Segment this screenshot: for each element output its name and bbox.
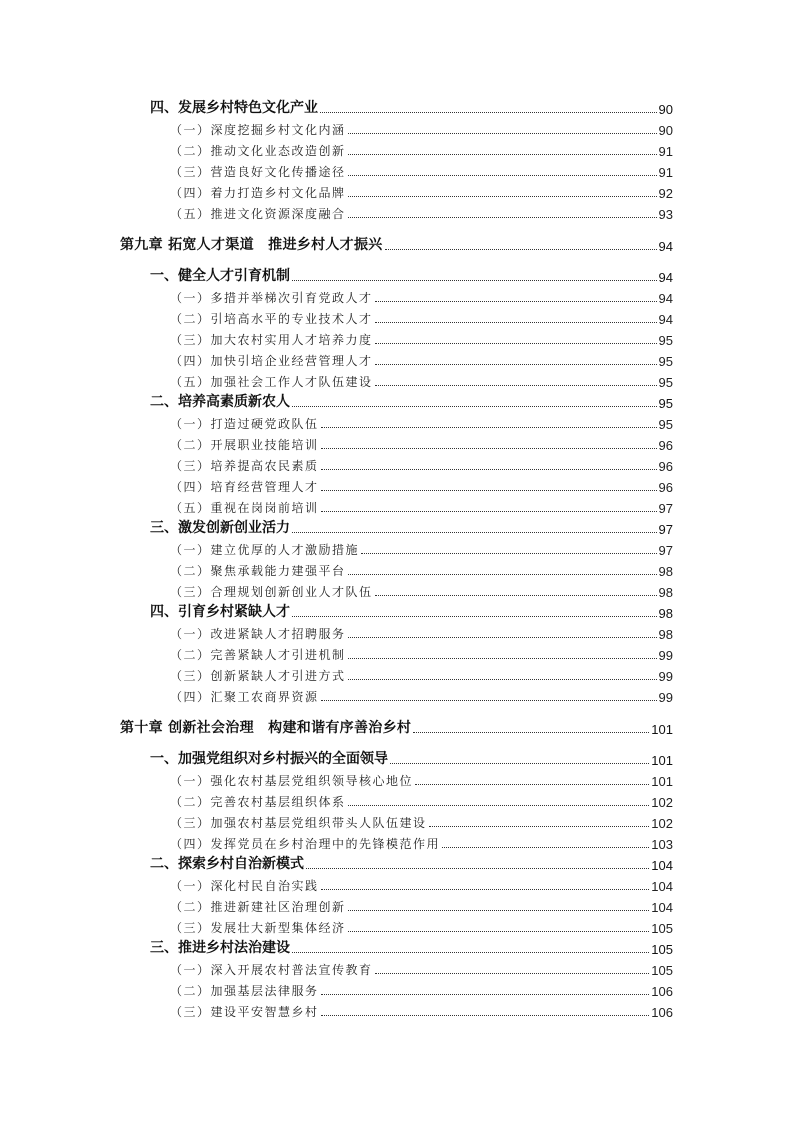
toc-subsection-entry[interactable] — [0, 159, 673, 180]
toc-subsection-entry[interactable] — [0, 411, 673, 432]
toc-subsection-entry[interactable] — [0, 453, 673, 474]
toc-entry-title: （三）加大农村实用人才培养力度 — [170, 333, 373, 347]
toc-chapter-entry[interactable] — [0, 715, 673, 737]
toc-subsection-entry[interactable] — [0, 789, 673, 810]
toc-entry-title: 三、激发创新创业活力 — [150, 520, 290, 536]
toc-entry-title: （一）深入开展农村普法宣传教育 — [170, 963, 373, 977]
toc-section-entry[interactable] — [0, 747, 673, 768]
toc-page-number: 96 — [658, 438, 673, 453]
toc-page-number: 95 — [658, 417, 673, 432]
toc-entry-title: 三、推进乡村法治建设 — [150, 940, 290, 956]
toc-page-number: 101 — [651, 774, 673, 789]
toc-dot-leader — [375, 342, 657, 344]
toc-entry-title: （三）创新紧缺人才引进方式 — [170, 669, 346, 683]
toc-dot-leader — [306, 867, 649, 869]
toc-dot-leader — [348, 216, 657, 218]
toc-entry-title: （三）合理规划创新创业人才队伍 — [170, 585, 373, 599]
toc-page-number: 98 — [658, 585, 673, 600]
toc-subsection-entry[interactable] — [0, 327, 673, 348]
toc-dot-leader — [321, 426, 657, 428]
toc-entry-title: （二）完善农村基层组织体系 — [170, 795, 346, 809]
toc-dot-leader — [442, 846, 649, 848]
toc-page-number: 93 — [658, 207, 673, 222]
toc-page-number: 94 — [658, 239, 673, 254]
toc-subsection-entry[interactable] — [0, 138, 673, 159]
toc-entry-title: （三）加强农村基层党组织带头人队伍建设 — [170, 816, 427, 830]
toc-entry-title: 一、加强党组织对乡村振兴的全面领导 — [150, 751, 388, 767]
toc-page-number: 94 — [658, 270, 673, 285]
toc-subsection-entry[interactable] — [0, 579, 673, 600]
toc-section-entry[interactable] — [0, 936, 673, 957]
toc-page-number: 101 — [651, 722, 673, 737]
toc-dot-leader — [413, 731, 649, 733]
toc-page-number: 91 — [658, 144, 673, 159]
toc-page-number: 97 — [658, 501, 673, 516]
toc-entry-title: （五）推进文化资源深度融合 — [170, 207, 346, 221]
toc-entry-title: （三）建设平安智慧乡村 — [170, 1005, 319, 1019]
toc-entry-title: （一）打造过硬党政队伍 — [170, 417, 319, 431]
toc-entry-title: （四）培育经营管理人才 — [170, 480, 319, 494]
toc-subsection-entry[interactable] — [0, 768, 673, 789]
toc-dot-leader — [385, 248, 657, 250]
toc-entry-title: 二、探索乡村自治新模式 — [150, 856, 304, 872]
toc-dot-leader — [375, 594, 657, 596]
toc-dot-leader — [348, 804, 650, 806]
toc-entry-title: （一）多措并举梯次引育党政人才 — [170, 291, 373, 305]
toc-dot-leader — [375, 300, 657, 302]
toc-dot-leader — [361, 552, 657, 554]
toc-dot-leader — [320, 111, 657, 113]
toc-subsection-entry[interactable] — [0, 894, 673, 915]
toc-entry-title: （二）加强基层法律服务 — [170, 984, 319, 998]
toc-entry-title: 四、发展乡村特色文化产业 — [150, 100, 318, 116]
toc-subsection-entry[interactable] — [0, 663, 673, 684]
toc-subsection-entry[interactable] — [0, 873, 673, 894]
toc-subsection-entry[interactable] — [0, 201, 673, 222]
toc-dot-leader — [292, 951, 649, 953]
toc-page-number: 95 — [658, 354, 673, 369]
toc-page-number: 95 — [658, 396, 673, 411]
toc-entry-title: （二）推进新建社区治理创新 — [170, 900, 346, 914]
toc-entry-title: 二、培养高素质新农人 — [150, 394, 290, 410]
toc-entry-title: （一）深化村民自治实践 — [170, 879, 319, 893]
toc-subsection-entry[interactable] — [0, 348, 673, 369]
toc-page-number: 103 — [651, 837, 673, 852]
toc-dot-leader — [375, 363, 657, 365]
toc-subsection-entry[interactable] — [0, 474, 673, 495]
toc-page-number: 101 — [651, 753, 673, 768]
toc-dot-leader — [429, 825, 650, 827]
toc-page-number: 98 — [658, 606, 673, 621]
toc-dot-leader — [292, 531, 657, 533]
toc-page-number: 99 — [658, 690, 673, 705]
toc-subsection-entry[interactable] — [0, 810, 673, 831]
toc-dot-leader — [321, 510, 657, 512]
toc-page-number: 90 — [658, 102, 673, 117]
toc-dot-leader — [321, 489, 657, 491]
toc-page-number: 104 — [651, 900, 673, 915]
toc-dot-leader — [375, 321, 657, 323]
toc-entry-title: （一）建立优厚的人才激励措施 — [170, 543, 360, 557]
toc-page-number: 106 — [651, 1005, 673, 1020]
toc-dot-leader — [375, 972, 650, 974]
toc-entry-title: （二）推动文化业态改造创新 — [170, 144, 346, 158]
toc-subsection-entry[interactable] — [0, 915, 673, 936]
toc-subsection-entry[interactable] — [0, 495, 673, 516]
toc-page-number: 105 — [651, 921, 673, 936]
toc-dot-leader — [321, 447, 657, 449]
toc-section-entry[interactable] — [0, 516, 673, 537]
toc-entry-title: （一）改进紧缺人才招聘服务 — [170, 627, 346, 641]
toc-page-number: 106 — [651, 984, 673, 999]
toc-dot-leader — [348, 678, 657, 680]
toc-page-number: 98 — [658, 564, 673, 579]
toc-page-number: 91 — [658, 165, 673, 180]
toc-entry-title: （四）发挥党员在乡村治理中的先锋模范作用 — [170, 837, 441, 851]
toc-page-number: 94 — [658, 312, 673, 327]
toc-page-number: 96 — [658, 480, 673, 495]
toc-dot-leader — [348, 930, 650, 932]
toc-page-number: 97 — [658, 543, 673, 558]
toc-entry-title: （一）强化农村基层党组织领导核心地位 — [170, 774, 414, 788]
toc-subsection-entry[interactable] — [0, 537, 673, 558]
toc-page-number: 90 — [658, 123, 673, 138]
toc-subsection-entry[interactable] — [0, 684, 673, 705]
toc-subsection-entry[interactable] — [0, 621, 673, 642]
toc-dot-leader — [321, 468, 657, 470]
toc-page-number: 99 — [658, 648, 673, 663]
toc-page-number: 98 — [658, 627, 673, 642]
toc-entry-title: （三）培养提高农民素质 — [170, 459, 319, 473]
toc-subsection-entry[interactable] — [0, 285, 673, 306]
toc-entry-title: （三）发展壮大新型集体经济 — [170, 921, 346, 935]
toc-page-number: 102 — [651, 795, 673, 810]
toc-entry-title: （四）加快引培企业经营管理人才 — [170, 354, 373, 368]
toc-subsection-entry[interactable] — [0, 180, 673, 201]
toc-dot-leader — [348, 132, 657, 134]
toc-entry-title: （二）引培高水平的专业技术人才 — [170, 312, 373, 326]
toc-entry-title: 第九章 拓宽人才渠道 推进乡村人才振兴 — [120, 237, 383, 253]
toc-entry-title: （二）开展职业技能培训 — [170, 438, 319, 452]
toc-subsection-entry[interactable] — [0, 978, 673, 999]
toc-entry-title: （二）完善紧缺人才引进机制 — [170, 648, 346, 662]
toc-section-entry[interactable] — [0, 390, 673, 411]
toc-subsection-entry[interactable] — [0, 369, 673, 390]
toc-dot-leader — [321, 993, 650, 995]
toc-page-number: 105 — [651, 963, 673, 978]
toc-subsection-entry[interactable] — [0, 957, 673, 978]
table-of-contents — [0, 96, 793, 1020]
toc-page-number: 96 — [658, 459, 673, 474]
toc-page-number: 97 — [658, 522, 673, 537]
toc-subsection-entry[interactable] — [0, 831, 673, 852]
toc-page-number: 105 — [651, 942, 673, 957]
toc-subsection-entry[interactable] — [0, 999, 673, 1020]
toc-entry-title: 四、引育乡村紧缺人才 — [150, 604, 290, 620]
toc-page-number: 94 — [658, 291, 673, 306]
toc-dot-leader — [292, 279, 657, 281]
toc-dot-leader — [348, 174, 657, 176]
toc-subsection-entry[interactable] — [0, 558, 673, 579]
toc-dot-leader — [321, 1014, 650, 1016]
toc-page-number: 102 — [651, 816, 673, 831]
toc-page-number: 95 — [658, 375, 673, 390]
toc-dot-leader — [348, 909, 650, 911]
toc-dot-leader — [348, 657, 657, 659]
toc-dot-leader — [321, 699, 657, 701]
toc-page-number: 92 — [658, 186, 673, 201]
toc-dot-leader — [415, 783, 649, 785]
toc-page-number: 104 — [651, 879, 673, 894]
toc-section-entry[interactable] — [0, 96, 673, 117]
toc-page-number: 95 — [658, 333, 673, 348]
toc-dot-leader — [375, 384, 657, 386]
toc-dot-leader — [348, 153, 657, 155]
toc-dot-leader — [348, 573, 657, 575]
toc-section-entry[interactable] — [0, 264, 673, 285]
toc-entry-title: 一、健全人才引育机制 — [150, 268, 290, 284]
toc-page-number: 104 — [651, 858, 673, 873]
toc-dot-leader — [390, 762, 649, 764]
toc-chapter-entry[interactable] — [0, 232, 673, 254]
toc-entry-title: 第十章 创新社会治理 构建和谐有序善治乡村 — [120, 720, 412, 736]
toc-subsection-entry[interactable] — [0, 117, 673, 138]
toc-subsection-entry[interactable] — [0, 306, 673, 327]
toc-entry-title: （一）深度挖掘乡村文化内涵 — [170, 123, 346, 137]
toc-entry-title: （二）聚焦承载能力建强平台 — [170, 564, 346, 578]
toc-dot-leader — [292, 615, 657, 617]
toc-entry-title: （四）着力打造乡村文化品牌 — [170, 186, 346, 200]
toc-subsection-entry[interactable] — [0, 432, 673, 453]
toc-dot-leader — [348, 195, 657, 197]
toc-section-entry[interactable] — [0, 852, 673, 873]
toc-section-entry[interactable] — [0, 600, 673, 621]
toc-entry-title: （五）重视在岗岗前培训 — [170, 501, 319, 515]
toc-dot-leader — [348, 636, 657, 638]
toc-dot-leader — [321, 888, 650, 890]
toc-entry-title: （三）营造良好文化传播途径 — [170, 165, 346, 179]
toc-entry-title: （五）加强社会工作人才队伍建设 — [170, 375, 373, 389]
toc-entry-title: （四）汇聚工农商界资源 — [170, 690, 319, 704]
toc-dot-leader — [292, 405, 657, 407]
toc-page-number: 99 — [658, 669, 673, 684]
toc-subsection-entry[interactable] — [0, 642, 673, 663]
